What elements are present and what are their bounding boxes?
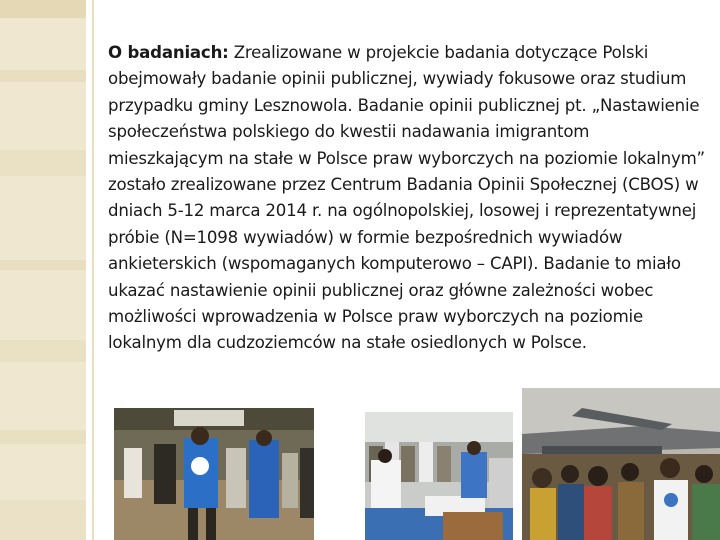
decorative-side-line (92, 0, 94, 540)
photo-crowd-outdoor (114, 408, 314, 540)
slide-body: Zrealizowane w projekcie badania dotyczące Polski obejmowały badanie opinii publicznej, wywiady fokusowe oraz studium przypadku gminy Lesznowola. Badanie opinii publicznej pt. „Nastawienie społeczeństwa polskiego do kwestii nadawania imigrantom mieszkającym na stałe w Polsce praw wyborczych na poziomie lokalnym” zostało zrealizowane przez Centrum Badania Opinii Społecznej (CBOS) w dniach 5-12 marca 2014 r. na ogólnopolskiej, losowej i reprezentatywnej próbie (N=1098 wywiadów) w formie bezpośrednich wywiadów ankieterskich (wspomaganych komputerowo – CAPI). Badanie to miało ukazać nastawienie opinii publicznej oraz główne zależności wobec możliwości wprowadzenia w Polsce praw wyborczych na poziomie lokalnym dla cudzoziemców na stałe osiedlonych w Polsce. (108, 43, 705, 353)
slide-text (108, 40, 708, 357)
slide-lead: O badaniach: (108, 43, 229, 62)
decorative-side-band (0, 0, 86, 540)
photo-aircraft-crowd (522, 388, 720, 540)
photo-registration-desk (365, 412, 513, 540)
